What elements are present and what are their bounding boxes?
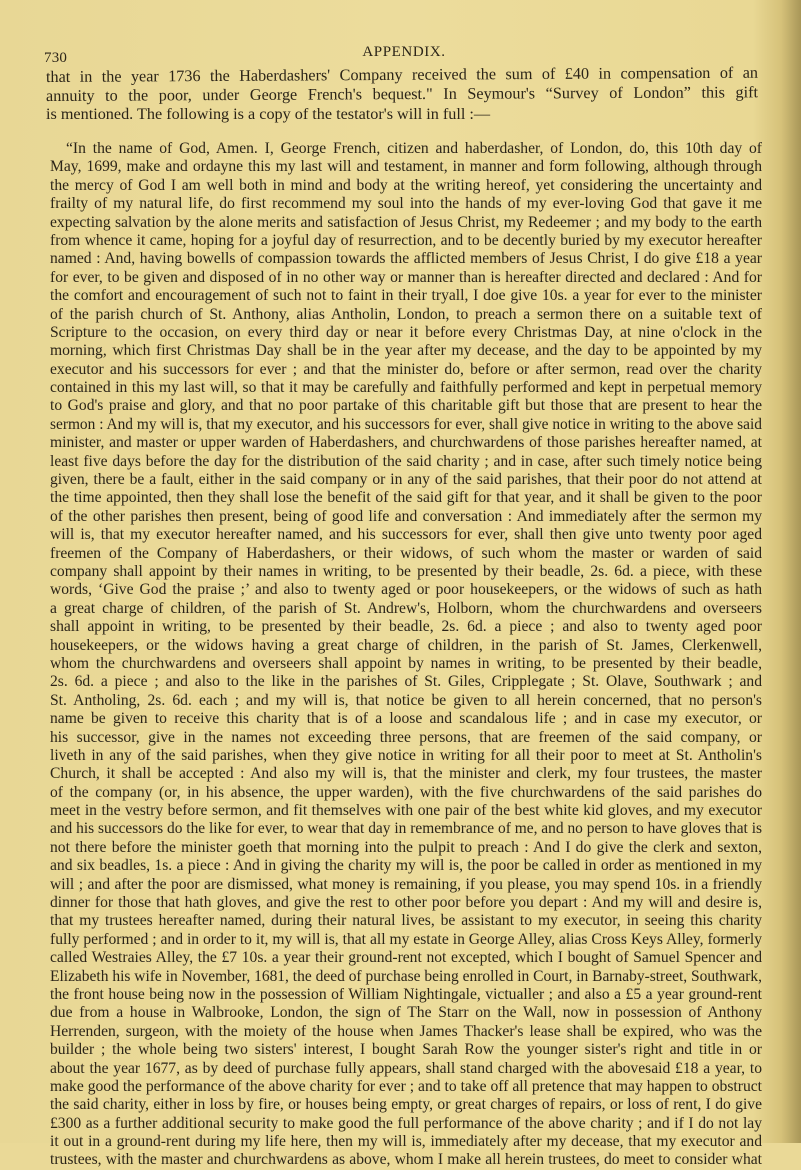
text-line: morning, which first Christmas Day shall be in the year after my decease, and the day to be appointed by my [50,342,762,360]
text-line: fully performed ; and in order to it, my will is, that all my estate in George Alley, alias Cross Keys Alley, formerly [50,930,762,948]
text-line: May, 1699, make and ordayne this my last will and testament, in manner and form following, although through [50,158,762,176]
text-line: and six beadles, 1s. a piece : And in giving the charity my will is, the poor be called in order as mentioned in my [50,857,762,875]
text-line: the front house being now in the possession of William Nightingale, victualler ; and also a £5 a year ground-rent [50,985,762,1003]
text-line: housekeepers, or the widows having a great charge of children, in the parish of St. James, Clerkenwell, [50,636,762,654]
text-line: expecting salvation by the alone merits and satisfaction of Jesus Christ, my Redeemer ; and my body to the earth [50,213,762,231]
text-line: shall appoint in writing, to be presented by their beadle, 2s. 6d. a piece ; and also to twenty aged poor [50,618,762,636]
text-line: named : And, having bowells of compassion towards the afflicted members of Jesus Christ, I do give £18 a year [50,250,762,268]
text-line: frailty of my natural life, do first recommend my soul into the hands of my ever-loving God that gave it me [50,195,762,213]
will-text-block [50,140,762,1170]
intro-paragraph [45,63,759,124]
text-line: Scripture to the occasion, on every third day or near it before every Christmas Day, at nine o'clock in the [50,323,762,341]
text-line: make good the performance of the above charity for ever ; and to take off all pretence that may happen to obstruct [50,1077,762,1095]
text-line: liveth in any of the said parishes, when they give notice in writing for all their poor to meet at St. Antholin's [50,746,762,764]
text-line: contained in this my last will, so that it may be carefully and faithfully performed and kept in perpetual memory [50,379,762,397]
text-line: given, there be a fault, either in the said company or in any of the said parishes, that their poor do not attend at [50,471,762,489]
text-line: builder ; the whole being two sisters' interest, I bought Sarah Row the younger sister's right and title in or [50,1041,762,1059]
text-line: is mentioned. The following is a copy of the testator's will in full :— [46,105,491,124]
text-line: to God's praise and glory, and that no poor partake of this charitable gift but those that are present to hear the [50,397,762,415]
text-line: a great charge of children, of the parish of St. Andrew's, Holborn, whom the churchwardens and overseers [50,599,762,617]
page-number: 730 [44,50,68,66]
text-line: £300 as a further additional security to make good the full performance of the above charity ; and if I do not lay [50,1114,762,1132]
text-line: will is, that my executor hereafter named, and his successors for ever, shall then give unto twenty poor aged [50,526,762,544]
text-line: 2s. 6d. a piece ; and also to the like in the parishes of St. Giles, Cripplegate ; St. Olave, Southwark ; and [50,673,762,691]
text-line: freemen of the Company of Haberdashers, or their widows, of such whom the master or warden of said [50,544,762,562]
text-line: the time appointed, then they shall lose the benefit of the said gift for that year, and it shall be given to the poor [50,489,762,507]
text-line: of the other parishes then present, being of good life and conversation : And immediately after the sermon my [50,507,762,525]
text-line: that in the year 1736 the Haberdashers' Company received the sum of £40 in compensation of an [45,63,759,86]
text-line: annuity to the poor, under George French's bequest." In Seymour's “Survey of London” this gift [45,82,759,105]
text-line: the mercy of God I am well both in mind and body at the writing hereof, yet considering the uncertainty and [50,176,762,194]
text-line: Elizabeth his wife in November, 1681, the deed of purchase being enrolled in Court, in Barnaby-street, Southwark, [50,967,762,985]
text-line: meet in the vestry before sermon, and fit themselves with one pair of the best white kid gloves, and my executor [50,802,762,820]
text-line: Church, it shall be accepted : And also my will is, that the minister and clerk, my four trustees, the master [50,765,762,783]
text-line: Herrenden, surgeon, with the moiety of the house when James Thacker's lease shall be expired, who was the [50,1022,762,1040]
text-line: not there before the minister goeth that morning into the pulpit to preach : And I do give the clerk and sexton, [50,838,762,856]
text-line: dinner for those that hath gloves, and give the rest to other poor before you depart : And my will and desire is, [50,894,762,912]
text-line: of the parish church of St. Anthony, alias Antholin, London, to preach a sermon there on a suitable text of [50,305,762,323]
text-line: whom the churchwardens and overseers shall appoint by names in writing, to be presented by their beadle, [50,654,762,672]
text-line: sermon : And my will is, that my executor, and his successors for ever, shall give notice in writing to the above said [50,415,762,433]
text-line: “In the name of God, Amen. I, George French, citizen and haberdasher, of London, do, this 10th day of [66,140,762,157]
page-header [44,44,764,66]
text-line: that my trustees hereafter named, during their natural lives, be assistant to my executor, in seeing this charity [50,912,762,930]
text-line: least five days before the day for the distribution of the said charity ; and in case, after such timely notice being [50,452,762,470]
text-line: company shall appoint by their names in writing, to be presented by their beadle, 2s. 6d. a piece, with these [50,562,762,580]
text-line: the comfort and encouragement of such not to faint in their tryall, I doe give 10s. a year for ever to the minister [50,287,762,305]
text-line: the said charity, either in loss by fire, or houses being empty, or great charges of repairs, or loss of rent, I do give [50,1096,762,1114]
text-line: minister, and master or upper warden of Haberdashers, and churchwardens of those parishes hereafter named, at [50,434,762,452]
text-line: name be given to receive this charity that is of a loose and scandalous life ; and in case my executor, or [50,710,762,728]
text-line: for ever, to be given and disposed of in no other way or manner than is hereafter directed and declared : And for [50,268,762,286]
text-line: from whence it came, hoping for a joyful day of resurrection, and to be decently buried by my executor hereafter [50,231,762,249]
text-line: trustees, with the master and churchwardens as above, whom I make all herein trustees, do meet to consider what [50,1151,762,1169]
text-line: will ; and after the poor are dismissed, what money is remaining, if you please, you may spend 10s. in a friendly [50,875,762,893]
text-line: his successor, give in the names not exceeding three persons, that are freemen of the said company, or [50,728,762,746]
running-head: APPENDIX. [362,44,446,60]
text-line: of the company (or, in his absence, the upper warden), with the five churchwardens of the said parishes do [50,783,762,801]
text-line: and his successors do the like for ever, to wear that day in remembrance of me, and no person to have gloves that is [50,820,763,838]
text-line: St. Antholing, 2s. 6d. each ; and my will is, that notice be given to all herein concerned, that no person's [50,691,762,709]
text-line: it out in a ground-rent during my life here, then my will is, immediately after my decease, that my executor and [50,1133,762,1151]
text-line: executor and his successors for ever ; and that the minister do, before or after sermon, read over the charity [50,360,762,378]
text-line: about the year 1677, as by deed of purchase fully appears, shall stand charged with the abovesaid £18 a year, to [50,1059,762,1077]
text-line: words, ‘Give God the praise ;’ and also to twenty aged or poor housekeepers, or the widows of such as hath [50,581,762,599]
text-line: due from a house in Walbrooke, London, the sign of The Starr on the Wall, now in possession of Anthony [50,1004,762,1022]
text-line: called Westraies Alley, the £7 10s. a year their ground-rent not excepted, which I bought of Samuel Spencer and [50,949,762,967]
